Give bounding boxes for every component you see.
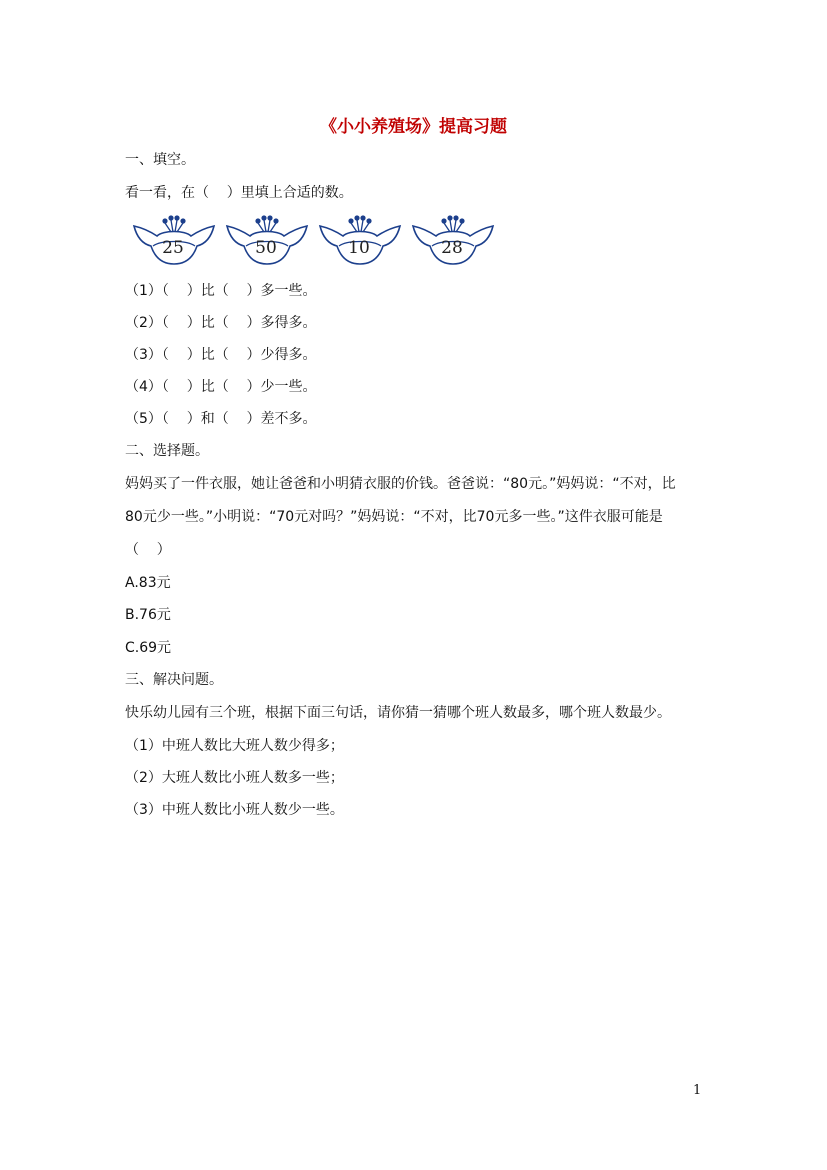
flower-number: 25 [162,238,184,258]
clue-item: （3）中班人数比小班人数少一些。 [125,802,344,818]
flower-row [131,214,501,268]
flower-card [224,214,314,268]
fill-item: （1）（ ）比（ ）多一些。 [125,283,317,299]
option-c: C.69元 [125,640,172,656]
flower-card [410,214,500,268]
option-a: A.83元 [125,575,171,591]
flower-number: 28 [441,238,463,258]
section1-heading: 一、填空。 [125,152,195,168]
fill-item: （2）（ ）比（ ）多得多。 [125,315,317,331]
page-title: 《小小养殖场》提高习题 [320,117,507,137]
answer-blank: （ ） [125,542,171,558]
clue-item: （2）大班人数比小班人数多一些； [125,770,344,786]
flower-card [131,214,221,268]
question-line: 80元少一些。”小明说：“70元对吗？”妈妈说：“不对，比70元多一些。”这件衣服可能是 [125,509,663,525]
fill-item: （3）（ ）比（ ）少得多。 [125,347,317,363]
flower-card [317,214,407,268]
section3-heading: 三、解决问题。 [125,672,223,688]
page-number: 1 [693,1083,702,1098]
section3-question: 快乐幼儿园有三个班，根据下面三句话，请你猜一猜哪个班人数最多，哪个班人数最少。 [125,705,671,721]
flower-number: 50 [255,238,277,258]
fill-item: （4）（ ）比（ ）少一些。 [125,379,317,395]
section2-heading: 二、选择题。 [125,443,209,459]
section1-instruction: 看一看，在（ ）里填上合适的数。 [125,185,353,201]
flower-number: 10 [348,238,370,258]
question-line: 妈妈买了一件衣服，她让爸爸和小明猜衣服的价钱。爸爸说：“80元。”妈妈说：“不对，比 [125,476,676,492]
clue-item: （1）中班人数比大班人数少得多； [125,738,344,754]
option-b: B.76元 [125,607,171,623]
fill-item: （5）（ ）和（ ）差不多。 [125,411,317,427]
